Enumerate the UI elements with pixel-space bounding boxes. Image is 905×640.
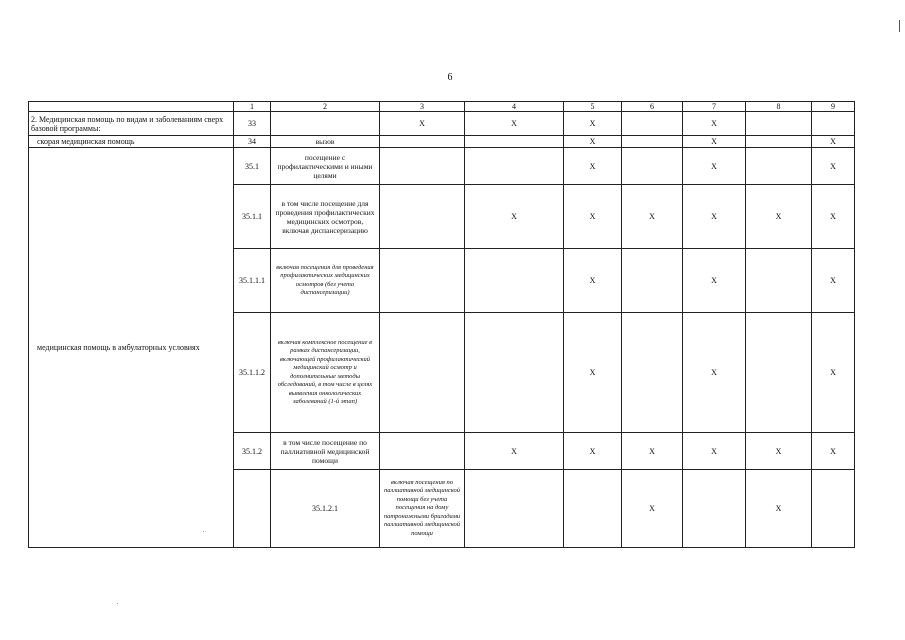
scan-edge-mark [899, 20, 900, 32]
mark-cell: X [812, 148, 855, 185]
row-code: 34 [234, 136, 271, 148]
mark-cell [622, 249, 683, 313]
mark-cell: X [746, 470, 812, 548]
mark-cell: X [746, 185, 812, 249]
header-cell: 2 [271, 102, 380, 112]
mark-cell: X [465, 112, 564, 136]
row-name: скорая медицинская помощь [29, 136, 234, 148]
mark-cell: X [564, 185, 622, 249]
mark-cell [812, 112, 855, 136]
mark-cell [380, 433, 465, 470]
unit-cell: вызов [271, 136, 380, 148]
mark-cell [564, 470, 622, 548]
mark-cell [380, 148, 465, 185]
mark-cell: X [812, 249, 855, 313]
mark-cell: X [564, 249, 622, 313]
mark-cell: X [746, 433, 812, 470]
mark-cell: X [622, 185, 683, 249]
mark-cell [465, 313, 564, 433]
mark-cell [465, 249, 564, 313]
header-cell: 9 [812, 102, 855, 112]
mark-cell: X [812, 136, 855, 148]
mark-cell: X [465, 185, 564, 249]
row-name: 2. Медицинская помощь по видам и заболеваниям сверх базовой программы: [29, 112, 234, 136]
header-row [29, 102, 855, 112]
unit-cell: включая комплексное посещение в рамках диспансеризации, включающей профилактический медицинский осмотр и дополнительные методы обследований, в том числе в целях выявления онкологических заболеваний (1-й этап) [271, 313, 380, 433]
mark-cell: X [683, 313, 746, 433]
header-cell: 3 [380, 102, 465, 112]
header-cell: 8 [746, 102, 812, 112]
mark-cell [622, 148, 683, 185]
mark-cell: X [564, 136, 622, 148]
header-cell: 7 [683, 102, 746, 112]
row-code: 35.1.2.1 [271, 470, 380, 548]
mark-cell: X [812, 185, 855, 249]
unit-cell: включая посещения по паллиативной медицинской помощи без учета посещения на дому патронажными бригадами паллиативной медицинской помощи [380, 470, 465, 548]
header-cell: 1 [234, 102, 271, 112]
header-cell: 6 [622, 102, 683, 112]
header-cell: 5 [564, 102, 622, 112]
mark-cell: X [812, 433, 855, 470]
mark-cell: X [622, 433, 683, 470]
mark-cell: X [564, 433, 622, 470]
mark-cell: X [683, 433, 746, 470]
mark-cell [380, 313, 465, 433]
mark-cell [622, 112, 683, 136]
row-code: 35.1 [234, 148, 271, 185]
mark-cell: X [380, 112, 465, 136]
mark-cell [746, 313, 812, 433]
table-row [29, 112, 855, 136]
row-code: 35.1.1.2 [234, 313, 271, 433]
mark-cell [622, 313, 683, 433]
header-cell: 4 [465, 102, 564, 112]
mark-cell: X [564, 313, 622, 433]
mark-cell: X [683, 185, 746, 249]
header-cell [29, 102, 234, 112]
row-code: 35.1.1 [234, 185, 271, 249]
unit-cell: в том числе посещение для проведения профилактических медицинских осмотров, включая диспансеризацию [271, 185, 380, 249]
unit-cell: в том числе посещение по паллиативной медицинской помощи [271, 433, 380, 470]
mark-cell [465, 470, 564, 548]
scan-artifact [117, 603, 118, 604]
page-number: 6 [447, 72, 453, 83]
row-code: 35.1.1.1 [234, 249, 271, 313]
mark-cell [683, 470, 746, 548]
mark-cell [746, 112, 812, 136]
mark-cell [465, 136, 564, 148]
mark-cell: X [812, 313, 855, 433]
mark-cell [380, 249, 465, 313]
mark-cell: X [683, 148, 746, 185]
row-code: 35.1.2 [234, 433, 271, 470]
mark-cell [380, 136, 465, 148]
mark-cell: X [564, 148, 622, 185]
mark-cell: X [683, 112, 746, 136]
mark-cell: X [622, 470, 683, 548]
mark-cell: X [683, 136, 746, 148]
unit-cell [271, 112, 380, 136]
row-name: медицинская помощь в амбулаторных условиях [29, 148, 234, 548]
mark-cell: X [683, 249, 746, 313]
row-name-empty [234, 470, 271, 548]
services-table [28, 101, 855, 548]
mark-cell: X [564, 112, 622, 136]
mark-cell [746, 136, 812, 148]
mark-cell: X [465, 433, 564, 470]
mark-cell [746, 249, 812, 313]
mark-cell [622, 136, 683, 148]
table-row [29, 136, 855, 148]
unit-cell: включая посещения для проведения профилактических медицинских осмотров (без учета диспансеризации) [271, 249, 380, 313]
mark-cell [380, 185, 465, 249]
table-row [29, 148, 855, 185]
mark-cell [465, 148, 564, 185]
row-code: 33 [234, 112, 271, 136]
mark-cell [812, 470, 855, 548]
mark-cell [746, 148, 812, 185]
unit-cell: посещение с профилактическими и иными целями [271, 148, 380, 185]
